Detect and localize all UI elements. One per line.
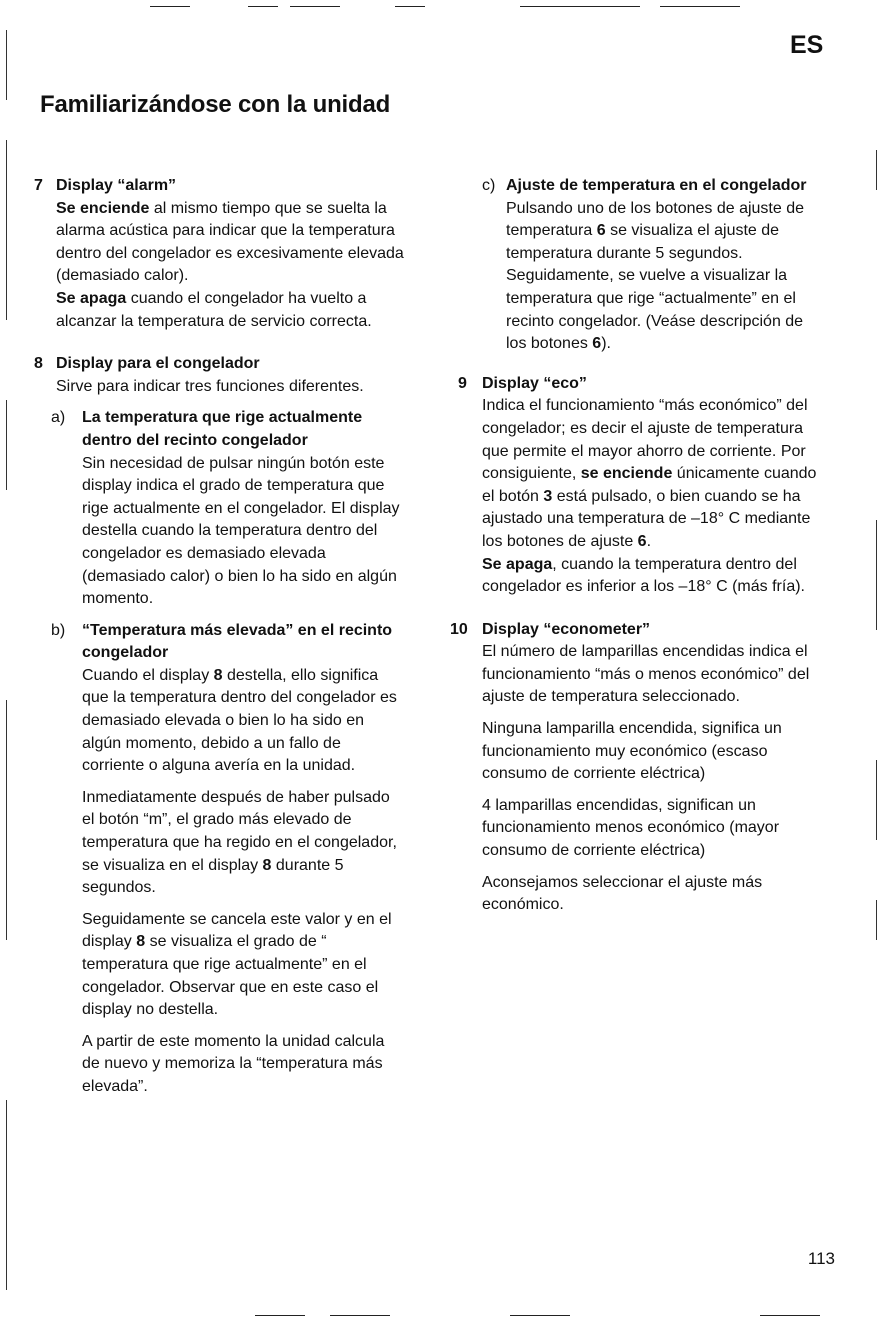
- paragraph-text: Cuando el display: [82, 666, 214, 684]
- scan-rule: [150, 6, 190, 7]
- section-10: [450, 619, 827, 917]
- bold-term: 6: [637, 532, 647, 550]
- paragraph: Aconsejamos seleccionar el ajuste más económico.: [482, 873, 763, 914]
- section-8: [34, 353, 406, 1098]
- paragraph: [82, 787, 406, 900]
- paragraph-text: Pulsando uno de los botones de ajuste de temperatura: [506, 199, 805, 240]
- subsection-a: [51, 407, 406, 610]
- scan-margin-mark: [6, 400, 7, 490]
- scan-margin-mark: [6, 700, 7, 940]
- section-number: 7: [34, 177, 43, 194]
- left-column: [34, 175, 406, 1099]
- subsection-label: c): [482, 177, 496, 194]
- paragraph: Ninguna lamparilla encendida, significa un funcionamiento muy económico (escaso consumo de corriente eléctrica): [482, 720, 782, 783]
- scan-margin-mark: [876, 520, 877, 630]
- scan-margin-mark: [876, 150, 877, 190]
- paragraph-text: Inmediatamente después de haber pulsado el botón “m”, el grado más elevado de temperatura que ha regido en el congelador, se visualiza en el display: [82, 788, 397, 874]
- scan-margin-mark: [6, 30, 7, 100]
- paragraph: Sirve para indicar tres funciones diferentes.: [56, 377, 364, 395]
- bold-term: Se apaga: [56, 289, 127, 307]
- paragraph: [82, 665, 406, 778]
- paragraph-text: al mismo tiempo que se suelta la alarma acústica para indicar que la temperatura dentro del congelador es excesivamente elevada (demasiado calor).: [56, 199, 404, 285]
- section-number: 8: [34, 355, 43, 373]
- scan-rule: [520, 6, 640, 7]
- subsection-heading: Ajuste de temperatura en el congelador: [506, 177, 807, 194]
- section-number: 10: [450, 620, 468, 638]
- paragraph-text: .: [646, 532, 652, 550]
- paragraph-text: destella, ello significa que la temperatura dentro del congelador es demasiado elevada o bien lo ha sido en algún momento, debido a un fallo de corriente o alguna avería en la unidad.: [82, 666, 397, 775]
- paragraph-text: durante 5 segundos.: [82, 856, 344, 897]
- bold-term: 8: [262, 856, 272, 874]
- paragraph-text: se visualiza el ajuste de temperatura durante 5 segundos. Seguidamente, se vuelve a visualizar la temperatura que rige “actualmente” en el recinto congelador. (Veáse descripción de los botones: [506, 222, 804, 353]
- subsection-b: [51, 620, 406, 1099]
- subsection-label: b): [51, 621, 66, 639]
- paragraph-text: Seguidamente se cancela este valor y en el display: [82, 910, 392, 951]
- paragraph: A partir de este momento la unidad calcula de nuevo y memoriza la “temperatura más elevada”.: [82, 1032, 385, 1095]
- subsection-c: [482, 175, 827, 356]
- subsection-label: a): [51, 409, 66, 427]
- paragraph: [506, 198, 827, 356]
- section-heading: Display “alarm”: [56, 177, 177, 194]
- paragraph-text: cuando el congelador ha vuelto a alcanzar la temperatura de servicio correcta.: [56, 289, 372, 330]
- page-number: 113: [807, 1249, 835, 1268]
- paragraph-text: , cuando la temperatura dentro del congelador es inferior a los –18° C (más fría).: [482, 555, 805, 596]
- page-title: Familiarizándose con la unidad: [40, 91, 391, 118]
- scan-rule: [290, 6, 340, 7]
- section-9: [458, 373, 827, 599]
- subsection-heading: La temperatura que rige actualmente dentro del recinto congelador: [82, 409, 363, 449]
- section-heading: Display para el congelador: [56, 355, 260, 373]
- section-7: [34, 175, 406, 333]
- bold-term: se enciende: [580, 465, 673, 483]
- paragraph: [56, 198, 406, 288]
- paragraph-text: está pulsado, o bien cuando se ha ajustado una temperatura de –18° C mediante los botones de ajuste: [482, 487, 811, 550]
- paragraph: Sin necesidad de pulsar ningún botón este display indica el grado de temperatura que rige actualmente en el congelador. El display destella cuando la temperatura dentro del congelador es demasiado elevada (demasiado calor) o bien lo ha sido en algún momento.: [82, 454, 400, 608]
- section-heading: Display “econometer”: [482, 620, 651, 638]
- scan-rule: [248, 6, 278, 7]
- bold-term: 6: [592, 335, 602, 353]
- paragraph: 4 lamparillas encendidas, significan un funcionamiento menos económico (mayor consumo de corriente eléctrica): [482, 796, 780, 860]
- bold-term: 8: [136, 933, 146, 951]
- paragraph-text: únicamente cuando el botón: [482, 465, 817, 505]
- bold-term: Se apaga: [482, 555, 553, 573]
- section-number: 9: [458, 374, 467, 392]
- paragraph: [482, 554, 827, 599]
- scan-rule: [395, 6, 425, 7]
- bold-term: 3: [543, 487, 553, 505]
- scan-margin-mark: [6, 140, 7, 320]
- section-heading: Display “eco”: [482, 374, 587, 392]
- right-column: [450, 175, 827, 917]
- scan-rule: [330, 1315, 390, 1316]
- scan-margin-mark: [6, 1100, 7, 1290]
- paragraph: [482, 395, 827, 553]
- bold-term: 6: [596, 222, 606, 240]
- language-code: ES: [790, 31, 824, 59]
- scan-rule: [760, 1315, 820, 1316]
- paragraph-text: se visualiza el grado de “ temperatura que rige actualmente” en el congelador. Observar que en este caso el display no destella.: [82, 933, 379, 1019]
- bold-term: Se enciende: [56, 199, 150, 217]
- scan-rule: [510, 1315, 570, 1316]
- scan-rule: [660, 6, 740, 7]
- paragraph: [82, 909, 406, 1022]
- scan-margin-mark: [876, 900, 877, 940]
- paragraph-text: ).: [601, 335, 611, 353]
- scan-margin-mark: [876, 760, 877, 840]
- subsection-heading: “Temperatura más elevada” en el recinto congelador: [82, 621, 393, 662]
- paragraph: El número de lamparillas encendidas indica el funcionamiento “más o menos económico” del ajuste de temperatura seleccionado.: [482, 643, 810, 706]
- paragraph-text: Indica el funcionamiento “más económico” del congelador; es decir el ajuste de temperatura que permite el mayor ahorro de corriente. Por consiguiente,: [482, 397, 808, 483]
- scan-rule: [255, 1315, 305, 1316]
- bold-term: 8: [213, 666, 223, 684]
- paragraph: [56, 288, 406, 333]
